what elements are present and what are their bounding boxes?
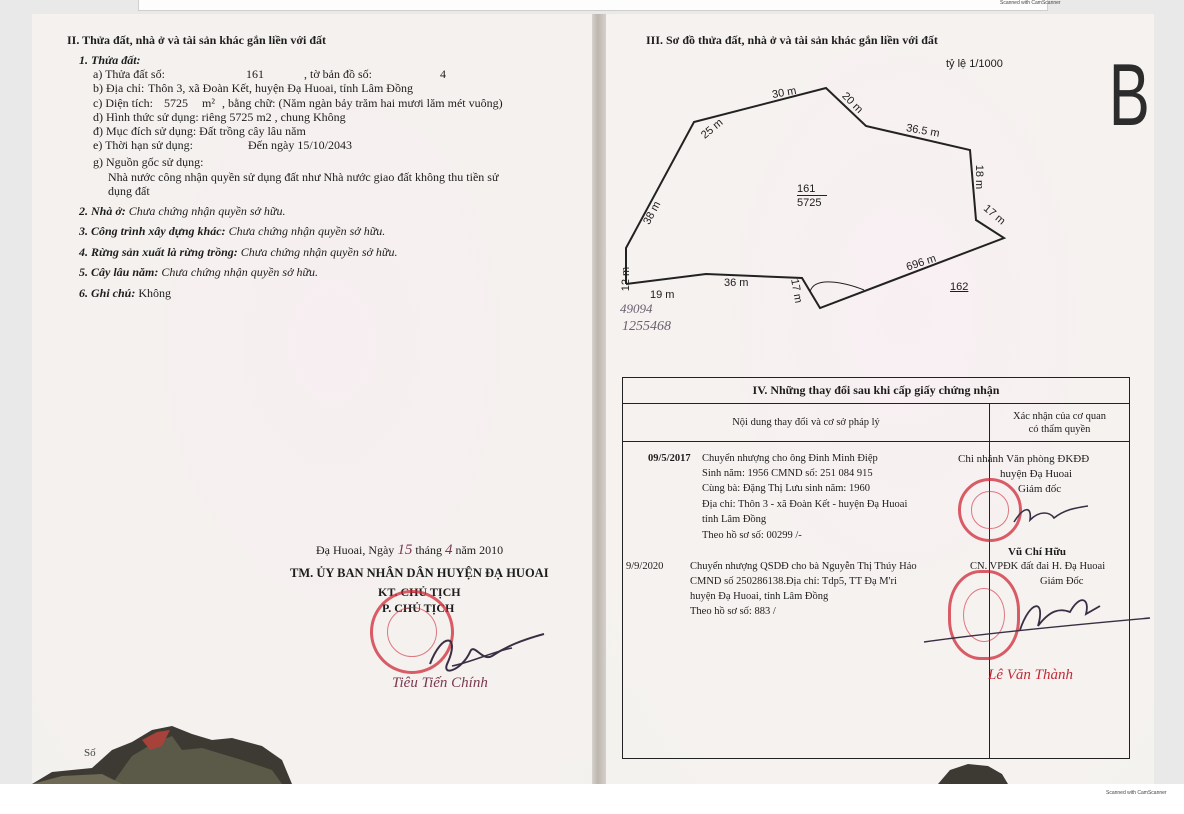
edge-label-19m: 19 m — [650, 289, 675, 301]
confirm-header-line-2: có thẩm quyền — [1028, 423, 1091, 435]
map-sheet-number: 4 — [440, 67, 446, 81]
on-behalf-of: KT. CHỦ TỊCH — [378, 585, 461, 599]
edge-label-18m: 18 m — [973, 164, 986, 190]
area-value: 5725 — [164, 96, 188, 110]
section-ii-title: II. Thửa đất, nhà ở và tài sản khác gắn liền với đất — [67, 33, 327, 47]
content-header: Nội dung thay đổi và cơ sở pháp lý — [732, 417, 880, 428]
planted-forest-item: 4. Rừng sản xuất là rừng trồng: Chưa chứng nhận quyền sở hữu. — [79, 245, 398, 259]
other-construction-item: 3. Công trình xây dựng khác: Chưa chứng nhận quyền sở hữu. — [79, 224, 386, 238]
area-unit: m² — [202, 96, 215, 110]
entry-1-line-4: Địa chỉ: Thôn 3 - xã Đoàn Kết - huyện Đạ Huoai — [702, 499, 908, 510]
origin-line-1: Nhà nước công nhận quyền sử dụng đất như Nhà nước giao đất không thu tiền sử — [108, 170, 499, 184]
area-label: c) Diện tích: — [93, 96, 153, 110]
entry-1-line-3: Cùng bà: Đặng Thị Lưu sinh năm: 1960 — [702, 483, 870, 494]
entry-1-confirm-line-3: Giám đốc — [1018, 483, 1062, 495]
signature-entry-1 — [1010, 500, 1090, 528]
signature-entry-2 — [920, 590, 1154, 650]
entry-1-line-6: Theo hồ sơ số: 00299 /- — [702, 530, 802, 541]
parcel-number-label: a) Thửa đất số: — [93, 67, 165, 81]
changes-title-cell — [623, 378, 1130, 404]
origin-line-2: dụng đất — [108, 184, 150, 198]
corner-mark: B — [1108, 45, 1150, 144]
scale-label: tỷ lệ 1/1000 — [946, 58, 1003, 70]
address-value: Thôn 3, xã Đoàn Kết, huyện Đạ Huoai, tỉnh Lâm Đồng — [148, 81, 413, 95]
usage-purpose: đ) Mục đích sử dụng: Đất trồng cây lâu năm — [93, 124, 306, 138]
edge-label-25m: 25 m — [699, 116, 726, 142]
area-in-words: , bằng chữ: (Năm ngàn bảy trăm hai mươi lăm mét vuông) — [222, 96, 503, 110]
notes-item: 6. Ghi chú: Không — [79, 286, 172, 300]
edge-label-12m: 12 m — [620, 266, 633, 292]
handwritten-number-2: 1255468 — [622, 319, 671, 334]
edge-label-38m: 38 m — [641, 199, 664, 227]
bottom-margin — [0, 784, 1184, 814]
entry-1-confirm-line-2: huyện Đạ Huoai — [1000, 468, 1073, 480]
address-label: b) Địa chỉ: — [93, 81, 145, 95]
edge-label-20m: 20 m — [839, 90, 866, 116]
entry-2-line-3: huyện Đạ Huoai, tỉnh Lâm Đồng — [690, 591, 829, 602]
entry-1-line-2: Sinh năm: 1956 CMND số: 251 084 915 — [702, 468, 873, 479]
entry-2-confirm-line-1: CN. VPĐK đất đai H. Đạ Huoai — [970, 561, 1106, 572]
content-header-cell — [623, 404, 990, 442]
section-iii-title: III. Sơ đồ thửa đất, nhà ở và tài sản khác gắn liền với đất — [646, 33, 938, 47]
entry-1-date: 09/5/2017 — [648, 453, 691, 464]
sketch-parcel-area: 5725 — [797, 197, 822, 209]
edge-label-17m-east: 17 m — [981, 202, 1008, 228]
land-parcel-title: 1. Thửa đất: — [79, 53, 141, 67]
edge-label-696m: 696 m — [904, 252, 938, 274]
top-scanner-badge: Scanned with CamScanner — [1000, 0, 1061, 6]
confirm-header-cell — [990, 404, 1130, 442]
signer-name-left: Tiêu Tiến Chính — [392, 675, 488, 691]
authority-title: TM. ỦY BAN NHÂN DÂN HUYỆN ĐẠ HUOAI — [290, 566, 549, 580]
entry-1-confirm-line-1: Chi nhánh Văn phòng ĐKĐĐ — [958, 453, 1090, 465]
signer-role: P. CHỦ TỊCH — [382, 601, 455, 615]
sketch-neighbor-parcel: 162 — [950, 281, 969, 293]
changes-title: IV. Những thay đổi sau khi cấp giấy chứng nhận — [752, 383, 1000, 397]
entry-2-confirm-line-2: Giám Đốc — [1040, 576, 1084, 587]
usage-term-value: Đến ngày 15/10/2043 — [248, 138, 352, 152]
bottom-scanner-badge: Scanned with CamScanner — [1106, 790, 1167, 796]
usage-form: d) Hình thức sử dụng: riêng 5725 m2 , chung Không — [93, 110, 346, 124]
handwritten-number-1: 49094 — [620, 301, 653, 316]
edge-label-17m-south: 17 m — [788, 277, 805, 305]
perennial-tree-item: 5. Cây lâu năm: Chưa chứng nhận quyền sở hữu. — [79, 265, 319, 279]
confirm-header-line-1: Xác nhận của cơ quan — [1012, 410, 1106, 422]
signature-left — [412, 622, 552, 682]
entry-1-line-1: Chuyển nhượng cho ông Đinh Minh Điệp — [702, 453, 878, 464]
place-date: Đạ Huoai, Ngày 15 tháng 4 năm 2010 — [316, 542, 504, 558]
usage-term-label: e) Thời hạn sử dụng: — [93, 138, 193, 152]
entry-1-confirm-name: Vũ Chí Hữu — [1008, 546, 1066, 558]
mountain-illustration-right — [938, 760, 1008, 784]
edge-label-30m: 30 m — [771, 84, 798, 102]
entry-2-date: 9/9/2020 — [626, 561, 664, 572]
house-item: 2. Nhà ở: Chưa chứng nhận quyền sở hữu. — [79, 204, 286, 218]
parcel-number: 161 — [246, 67, 264, 81]
entry-1-line-5: tỉnh Lâm Đồng — [702, 514, 767, 525]
entry-2-line-2: CMND số 250286138.Địa chỉ: Tdp5, TT Đạ M'ri — [690, 576, 897, 587]
edge-label-36m: 36 m — [724, 277, 749, 289]
entry-2-confirm-name: Lê Văn Thành — [988, 667, 1074, 683]
page-mark: Số — [84, 747, 96, 759]
mountain-illustration-left — [32, 720, 292, 784]
map-sheet-label: , tờ bản đồ số: — [304, 67, 373, 81]
top-page-edge — [138, 0, 1048, 11]
origin-label: g) Nguồn gốc sử dụng: — [93, 155, 204, 169]
edge-label-36-5m: 36.5 m — [905, 122, 941, 140]
sketch-parcel-number: 161 — [797, 183, 816, 195]
entry-2-line-1: Chuyển nhượng QSDĐ cho bà Nguyễn Thị Thúy Hảo — [690, 561, 917, 572]
entry-2-line-4: Theo hồ sơ số: 883 / — [690, 606, 776, 617]
